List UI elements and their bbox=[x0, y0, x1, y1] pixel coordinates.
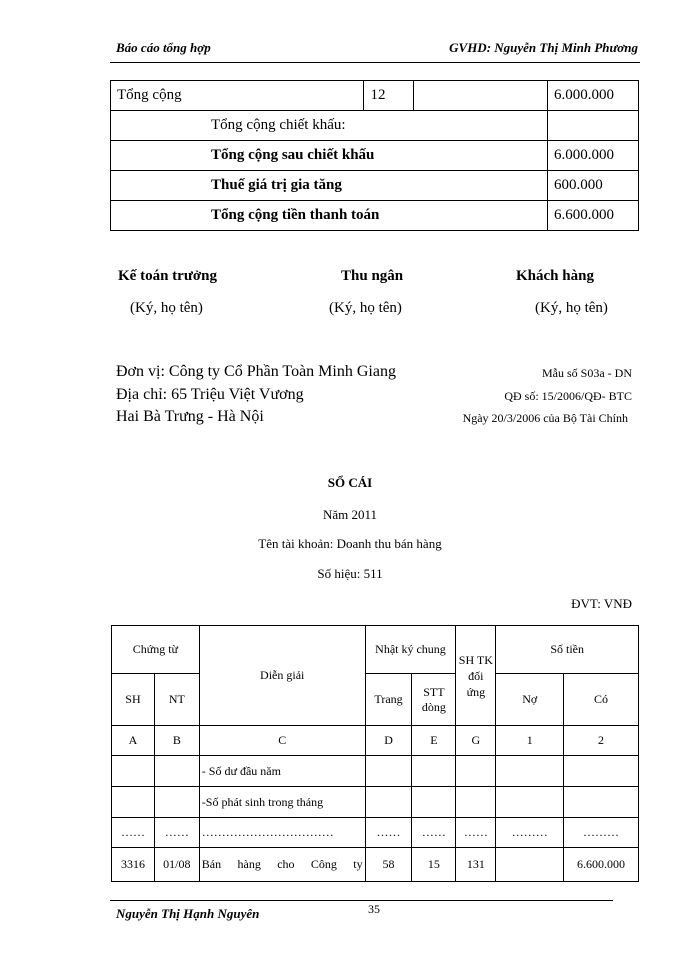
entry-desc: Bán hàng cho Công ty bbox=[199, 848, 365, 882]
dots-cell: …… bbox=[412, 818, 456, 848]
dots-cell: …… bbox=[154, 818, 199, 848]
col-page: Trang bbox=[365, 674, 412, 726]
col-desc: Diễn giải bbox=[199, 626, 365, 726]
signature-title: Thu ngân bbox=[341, 268, 404, 284]
signature-note: (Ký, họ tên) bbox=[130, 300, 203, 316]
decision-number: QĐ số: 15/2006/QĐ- BTC bbox=[504, 389, 632, 403]
decision-date: Ngày 20/3/2006 của Bộ Tài Chính bbox=[462, 411, 628, 425]
code-cell: C bbox=[199, 726, 365, 756]
ledger-year: Năm 2011 bbox=[322, 507, 378, 522]
signature-customer bbox=[516, 268, 594, 285]
code-cell: E bbox=[412, 726, 456, 756]
col-sh: SH bbox=[112, 674, 155, 726]
payment-amount: 6.600.000 bbox=[548, 201, 639, 231]
company-city: Hai Bà Trưng - Hà Nội bbox=[116, 408, 264, 425]
col-debit: Nợ bbox=[496, 674, 564, 726]
dots-cell: …………………………… bbox=[199, 818, 365, 848]
vat-label: Thuế giá trị gia tăng bbox=[111, 171, 548, 201]
total-qty: 12 bbox=[364, 81, 414, 111]
vat-amount: 600.000 bbox=[548, 171, 639, 201]
ledger-opening-row bbox=[112, 756, 639, 787]
form-number: Mẫu số S03a - DN bbox=[542, 366, 632, 380]
code-cell: 2 bbox=[564, 726, 639, 756]
total-label: Tổng cộng bbox=[111, 81, 364, 111]
code-cell: 1 bbox=[496, 726, 564, 756]
dots-cell: …… bbox=[112, 818, 155, 848]
col-voucher: Chứng từ bbox=[112, 626, 200, 674]
ledger-subheader-row bbox=[112, 674, 639, 726]
col-amount: Số tiền bbox=[496, 626, 639, 674]
ledger-title: SỔ CÁI bbox=[327, 475, 373, 490]
col-line: STT dòng bbox=[412, 674, 456, 726]
company-address: Địa chỉ: 65 Triệu Việt Vương bbox=[116, 386, 304, 403]
footer-rule bbox=[110, 900, 613, 901]
footer-author: Nguyễn Thị Hạnh Nguyên bbox=[116, 906, 260, 921]
ledger-table bbox=[111, 625, 639, 882]
col-shtk: SH TK đối ứng bbox=[456, 626, 496, 726]
signature-chief-accountant bbox=[118, 268, 217, 285]
totals-row bbox=[111, 81, 639, 111]
discount-row bbox=[111, 111, 639, 141]
code-cell: G bbox=[456, 726, 496, 756]
ledger-arising-row bbox=[112, 787, 639, 818]
code-cell: D bbox=[365, 726, 412, 756]
discount-label: Tổng cộng chiết khấu: bbox=[111, 111, 548, 141]
after-discount-label: Tổng cộng sau chiết khấu bbox=[111, 141, 548, 171]
signature-cashier bbox=[341, 268, 403, 285]
discount-amount bbox=[548, 111, 639, 141]
ledger-unit: ĐVT: VNĐ bbox=[571, 596, 632, 611]
opening-balance-label: - Số dư đầu năm bbox=[199, 756, 365, 787]
ledger-dots-row bbox=[112, 818, 639, 848]
entry-page: 58 bbox=[365, 848, 412, 882]
header-right: GVHD: Nguyễn Thị Minh Phương bbox=[449, 40, 638, 55]
totals-table bbox=[110, 80, 639, 231]
dots-cell: …… bbox=[456, 818, 496, 848]
code-cell: B bbox=[154, 726, 199, 756]
header-left: Báo cáo tổng hợp bbox=[116, 40, 211, 55]
signature-note: (Ký, họ tên) bbox=[535, 300, 608, 316]
total-blank bbox=[414, 81, 548, 111]
after-discount-row bbox=[111, 141, 639, 171]
entry-credit: 6.600.000 bbox=[564, 848, 639, 882]
vat-row bbox=[111, 171, 639, 201]
dots-cell: …… bbox=[365, 818, 412, 848]
signature-title: Khách hàng bbox=[516, 268, 594, 284]
payment-row bbox=[111, 201, 639, 231]
col-credit: Có bbox=[564, 674, 639, 726]
entry-debit bbox=[496, 848, 564, 882]
total-amount: 6.000.000 bbox=[548, 81, 639, 111]
entry-shtk: 131 bbox=[456, 848, 496, 882]
signature-note: (Ký, họ tên) bbox=[329, 300, 402, 316]
company-unit: Đơn vị: Công ty Cổ Phần Toàn Minh Giang bbox=[116, 363, 396, 380]
page-number: 35 bbox=[368, 902, 380, 916]
dots-cell: ……… bbox=[564, 818, 639, 848]
ledger-header-row bbox=[112, 626, 639, 674]
payment-label: Tổng cộng tiền thanh toán bbox=[111, 201, 548, 231]
entry-line: 15 bbox=[412, 848, 456, 882]
dots-cell: ……… bbox=[496, 818, 564, 848]
after-discount-amount: 6.000.000 bbox=[548, 141, 639, 171]
arising-label: -Số phát sinh trong tháng bbox=[199, 787, 365, 818]
code-cell: A bbox=[112, 726, 155, 756]
ledger-account-name: Tên tài khoản: Doanh thu bán hàng bbox=[258, 536, 442, 551]
ledger-account-no: Số hiệu: 511 bbox=[317, 566, 383, 581]
entry-nt: 01/08 bbox=[154, 848, 199, 882]
col-nt: NT bbox=[154, 674, 199, 726]
ledger-code-row bbox=[112, 726, 639, 756]
col-journal: Nhật ký chung bbox=[365, 626, 456, 674]
header-rule bbox=[110, 62, 640, 63]
entry-sh: 3316 bbox=[112, 848, 155, 882]
signature-title: Kế toán trưởng bbox=[118, 268, 217, 284]
ledger-entry-row bbox=[112, 848, 639, 882]
